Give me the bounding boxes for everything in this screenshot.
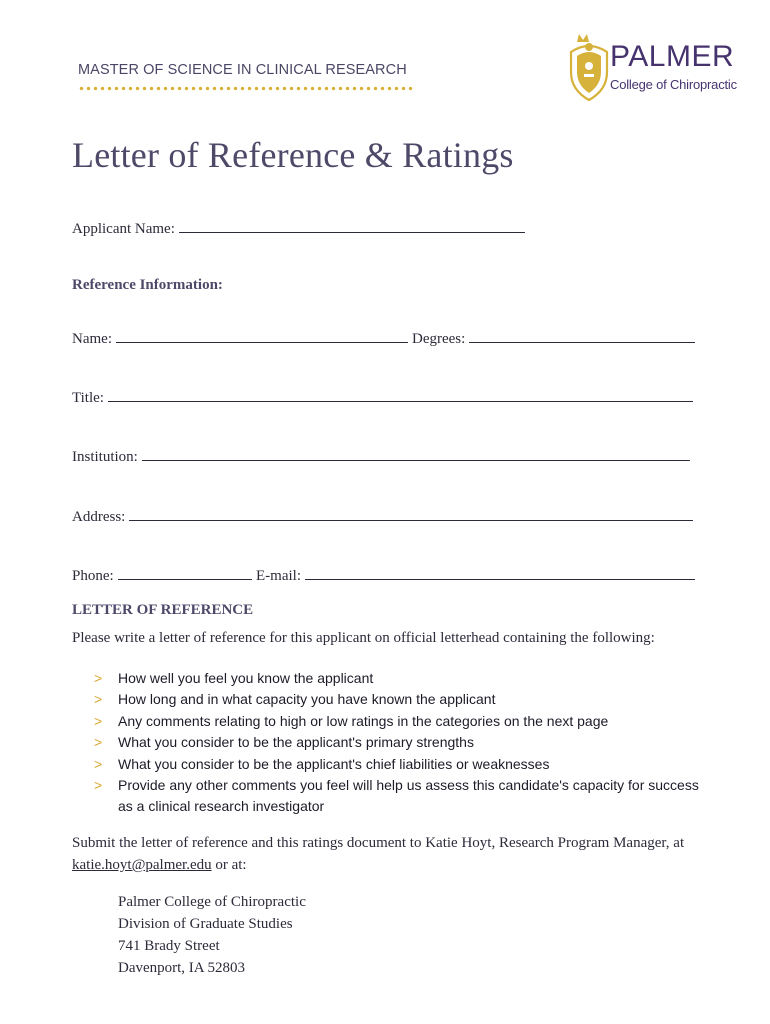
title-line[interactable] [108, 387, 693, 402]
list-item [94, 711, 714, 732]
list-item-text: Any comments relating to high or low ratings in the categories on the next page [118, 712, 609, 729]
phone-label: Phone: [72, 568, 114, 584]
list-item [94, 689, 714, 710]
arrow-icon: > [94, 670, 103, 686]
list-item [94, 668, 714, 689]
contact-email-link[interactable]: katie.hoyt@palmer.edu [72, 857, 212, 873]
list-item-text: What you consider to be the applicant's primary strengths [118, 734, 474, 751]
list-item-text: What you consider to be the applicant's chief liabilities or weaknesses [118, 755, 550, 772]
list-item-text: How well you feel you know the applicant [118, 670, 374, 686]
phone-line[interactable] [118, 565, 252, 580]
dotted-divider [78, 86, 414, 91]
reference-name-field[interactable] [72, 328, 408, 348]
letter-intro: Please write a letter of reference for this applicant on official letterhead containing the following: [72, 630, 655, 646]
page-title: Letter of Reference & Ratings [72, 135, 514, 175]
institution-line[interactable] [142, 446, 690, 461]
degrees-label: Degrees: [412, 331, 466, 347]
mailing-address [118, 891, 306, 979]
applicant-name-line[interactable] [179, 218, 525, 233]
submit-instructions [72, 832, 702, 876]
submit-text: Submit the letter of reference and this ratings document to Katie Hoyt, Research Program Manager, at [72, 835, 685, 851]
email-label: E-mail: [256, 568, 301, 584]
phone-field[interactable] [72, 565, 252, 585]
arrow-icon: > [94, 755, 103, 772]
email-line[interactable] [305, 565, 695, 580]
address-line-4: Davenport, IA 52803 [118, 960, 246, 976]
title-label: Title: [72, 390, 104, 406]
arrow-icon: > [94, 691, 103, 708]
requirements-list [94, 668, 714, 818]
arrow-icon: > [94, 734, 103, 751]
list-item [94, 754, 714, 775]
title-field[interactable] [72, 387, 693, 407]
applicant-name-label: Applicant Name: [72, 221, 175, 237]
address-label: Address: [72, 509, 126, 525]
arrow-icon: > [94, 712, 103, 729]
reference-info-heading: Reference Information: [72, 277, 223, 293]
name-label: Name: [72, 331, 112, 347]
list-item [94, 775, 714, 818]
institution-field[interactable] [72, 446, 690, 466]
arrow-icon: > [94, 777, 103, 794]
address-field[interactable] [72, 506, 693, 526]
logo-name: PALMER [610, 40, 735, 73]
logo-subtitle: College of Chiropractic [610, 77, 737, 92]
degrees-line[interactable] [469, 328, 695, 343]
address-line[interactable] [129, 506, 693, 521]
list-item-text: Provide any other comments you feel will help us assess this candidate's capacity for success as a clinical research investigator [118, 777, 699, 815]
list-item-text: How long and in what capacity you have known the applicant [118, 691, 496, 708]
address-line-3: 741 Brady Street [118, 938, 220, 954]
submit-tail: or at: [215, 857, 247, 873]
name-line[interactable] [116, 328, 408, 343]
degrees-field[interactable] [412, 328, 695, 348]
list-item [94, 732, 714, 753]
address-line-1: Palmer College of Chiropractic [118, 894, 306, 910]
email-field[interactable] [256, 565, 695, 585]
address-line-2: Division of Graduate Studies [118, 916, 293, 932]
letter-of-reference-heading: LETTER OF REFERENCE [72, 602, 254, 618]
applicant-name-field[interactable] [72, 218, 525, 238]
program-heading: MASTER OF SCIENCE IN CLINICAL RESEARCH [78, 62, 407, 78]
institution-label: Institution: [72, 449, 138, 465]
